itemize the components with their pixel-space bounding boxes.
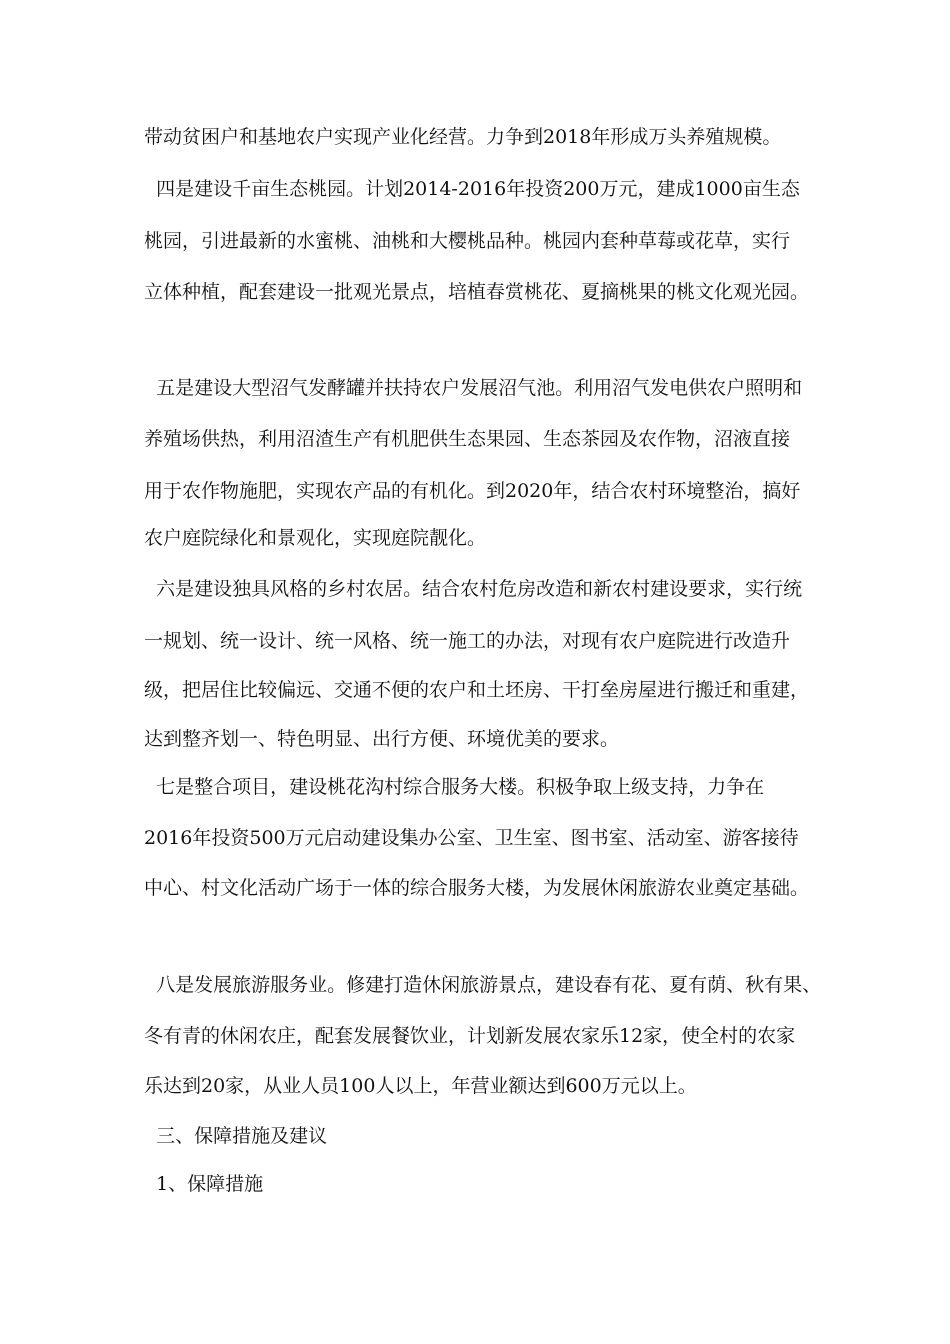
- text-line: 达到整齐划一、特色明显、出行方便、环境优美的要求。: [144, 728, 620, 750]
- text-line: 中心、村文化活动广场于一体的综合服务大楼，为发展休闲旅游农业奠定基础。: [144, 877, 810, 899]
- text-line: 用于农作物施肥，实现农产品的有机化。到2020年，结合农村环境整治，搞好: [144, 480, 801, 502]
- text-line: 五是建设大型沼气发酵罐并扶持农户发展沼气池。利用沼气发电供农户照明和: [144, 377, 803, 399]
- text-line: 2016年投资500万元启动建设集办公室、卫生室、图书室、活动室、游客接待: [144, 827, 799, 849]
- text-line: 七是整合项目，建设桃花沟村综合服务大楼。积极争取上级支持，力争在: [144, 776, 765, 798]
- text-line: 立体种植，配套建设一批观光景点，培植春赏桃花、夏摘桃果的桃文化观光园。: [144, 281, 810, 303]
- text-line: 冬有青的休闲农庄，配套发展餐饮业，计划新发展农家乐12家，使全村的农家: [144, 1025, 796, 1047]
- text-line: 带动贫困户和基地农户实现产业化经营。力争到2018年形成万头养殖规模。: [144, 126, 782, 148]
- text-line: 农户庭院绿化和景观化，实现庭院靓化。: [144, 527, 487, 549]
- text-line: 桃园，引进最新的水蜜桃、油桃和大樱桃品种。桃园内套种草莓或花草，实行: [144, 230, 791, 252]
- text-line: 级，把居住比较偏远、交通不便的农户和土坯房、干打垒房屋进行搬迁和重建，: [144, 679, 810, 701]
- text-line: 养殖场供热，利用沼渣生产有机肥供生态果园、生态茶园及农作物，沼液直接: [144, 428, 791, 450]
- text-line: 乐达到20家，从业人员100人以上，年营业额达到600万元以上。: [144, 1075, 697, 1097]
- subsection-heading: 1、保障措施: [144, 1173, 264, 1195]
- text-line: 六是建设独具风格的乡村农居。结合农村危房改造和新农村建设要求，实行统: [144, 578, 803, 600]
- text-line: 四是建设千亩生态桃园。计划2014-2016年投资200万元，建成1000亩生态: [144, 178, 800, 200]
- text-line: 八是发展旅游服务业。修建打造休闲旅游景点，建设春有花、夏有荫、秋有果、: [144, 974, 822, 996]
- text-line: 一规划、统一设计、统一风格、统一施工的办法，对现有农户庭院进行改造升: [144, 630, 791, 652]
- section-heading: 三、保障措施及建议: [144, 1125, 328, 1147]
